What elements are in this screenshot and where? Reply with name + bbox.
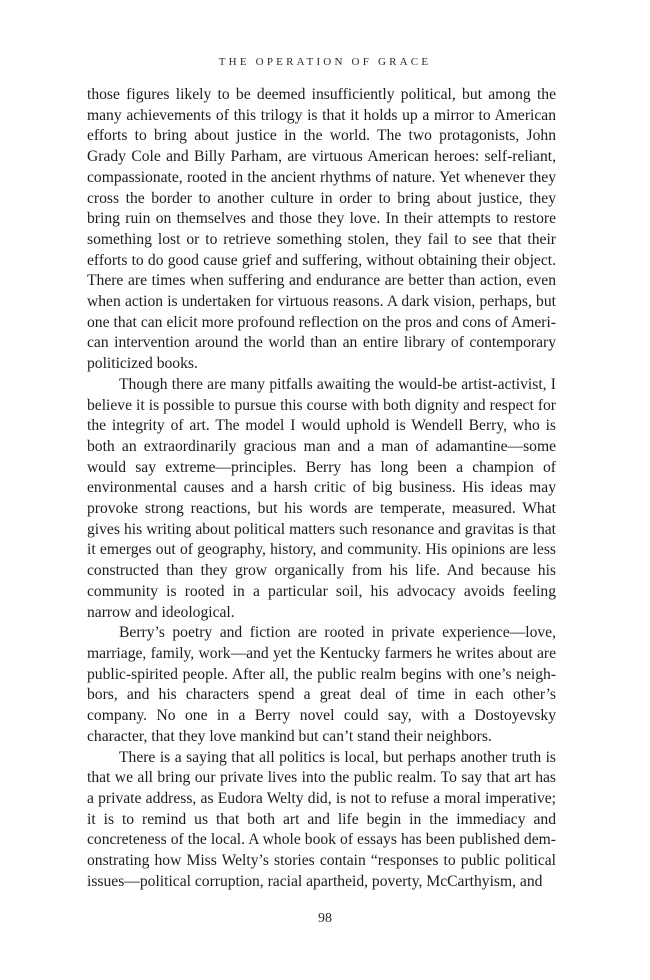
page-number: 98 — [318, 911, 332, 926]
running-head: THE OPERATION OF GRACE — [218, 56, 432, 68]
body-text — [87, 85, 556, 892]
paragraph-1: those figures likely to be deemed insufficiently political, but among the many achievements of this trilogy is that it holds up a mirror to American efforts to bring about justice in the world. The two protagonists, John Grady Cole and Billy Parham, are virtuous American heroes: self-reliant, compassionate, rooted in the ancient rhythms of nature. Yet whenever they cross the border to another culture in order to bring about justice, they bring ruin on themselves and those they love. In their attempts to restore something lost or to retrieve something stolen, they fail to see that their efforts to do good cause grief and suffering, without obtaining their object. There are times when suffering and endurance are better than action, even when action is undertaken for virtuous reasons. A dark vision, perhaps, but one that can elicit more profound reflection on the pros and cons of American intervention around the world than an entire library of contemporary politicized books. — [87, 86, 556, 373]
paragraph-3: Berry’s poetry and fiction are rooted in private experience—love, marriage, family, work—and yet the Kentucky farmers he writes about are public-spirited people. After all, the public realm begins with one’s neighbors, and his characters spend a great deal of time in each other’s company. No one in a Berry novel could say, with a Dostoyevsky character, that they love mankind but can’t stand their neighbors. — [87, 624, 556, 745]
paragraph-4: There is a saying that all politics is local, but perhaps another truth is that we all bring our private lives into the public realm. To say that art has a private address, as Eudora Welty did, is not to refuse a moral imperative; it is to remind us that both art and life begin in the immediacy and concreteness of the local. A whole book of essays has been published demonstrating how Miss Welty’s stories contain “responses to public political issues—political corruption, racial apartheid, poverty, McCarthyism, and — [87, 748, 556, 890]
paragraph-2: Though there are many pitfalls awaiting the would-be artist-activist, I believe it is possible to pursue this course with both dignity and respect for the integrity of art. The model I would uphold is Wendell Berry, who is both an extraordinarily gracious man and a man of adamantine—some would say extreme—principles. Berry has long been a champion of environmental causes and a harsh critic of big business. His ideas may provoke strong reactions, but his words are temperate, measured. What gives his writing about political matters such resonance and gravitas is that it emerges out of geography, history, and community. His opinions are less constructed than they grow organically from his life. And because his community is rooted in a particular soil, his advocacy avoids feeling narrow and ideological. — [87, 375, 556, 621]
